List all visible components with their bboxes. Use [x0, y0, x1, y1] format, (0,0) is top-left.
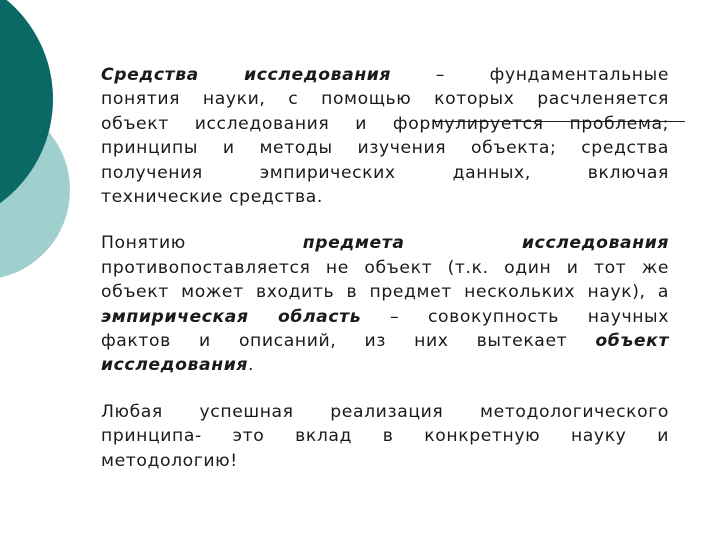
text-fragment: – совокупность научных: [361, 306, 669, 327]
term-empirical-area: эмпирическая область: [101, 306, 362, 327]
term-research-means: Средства исследования: [101, 65, 392, 85]
paragraph-research-subject: [101, 231, 669, 377]
text-line: [101, 329, 669, 353]
term-research: исследования: [101, 355, 248, 376]
text-line: противопоставляется не объект (т.к. один и тот же: [101, 257, 669, 278]
text-fragment: .: [247, 355, 255, 376]
text-line: [101, 231, 669, 255]
text-line: принципы и методы изучения объекта; средства: [101, 138, 669, 159]
text-line: [101, 353, 669, 377]
text-line: получения эмпирических данных, включая: [101, 162, 669, 183]
text-fragment: фактов и описаний, из них вытекает: [101, 331, 596, 352]
term-research-subject: предмета исследования: [302, 233, 669, 254]
slide-body: [101, 63, 669, 473]
text-fragment: Понятию: [101, 233, 303, 254]
text-line: технические средства.: [101, 187, 323, 208]
text-line: объект исследования и формулируется проблема;: [101, 113, 669, 134]
paragraph-methodology: [101, 400, 669, 473]
text-line: [101, 63, 669, 87]
text-fragment: – фундаментальные: [391, 65, 669, 85]
text-line: Любая успешная реализация методологического: [101, 401, 669, 422]
text-line: объект может входить в предмет нескольких наук), а: [101, 282, 669, 303]
text-line: методологию!: [101, 450, 238, 471]
paragraph-research-means: [101, 63, 669, 209]
text-line: понятия науки, с помощью которых расчленяется: [101, 89, 669, 110]
text-line: принципа- это вклад в конкретную науку и: [101, 426, 669, 447]
term-object: объект: [595, 331, 669, 352]
text-line: [101, 305, 669, 329]
